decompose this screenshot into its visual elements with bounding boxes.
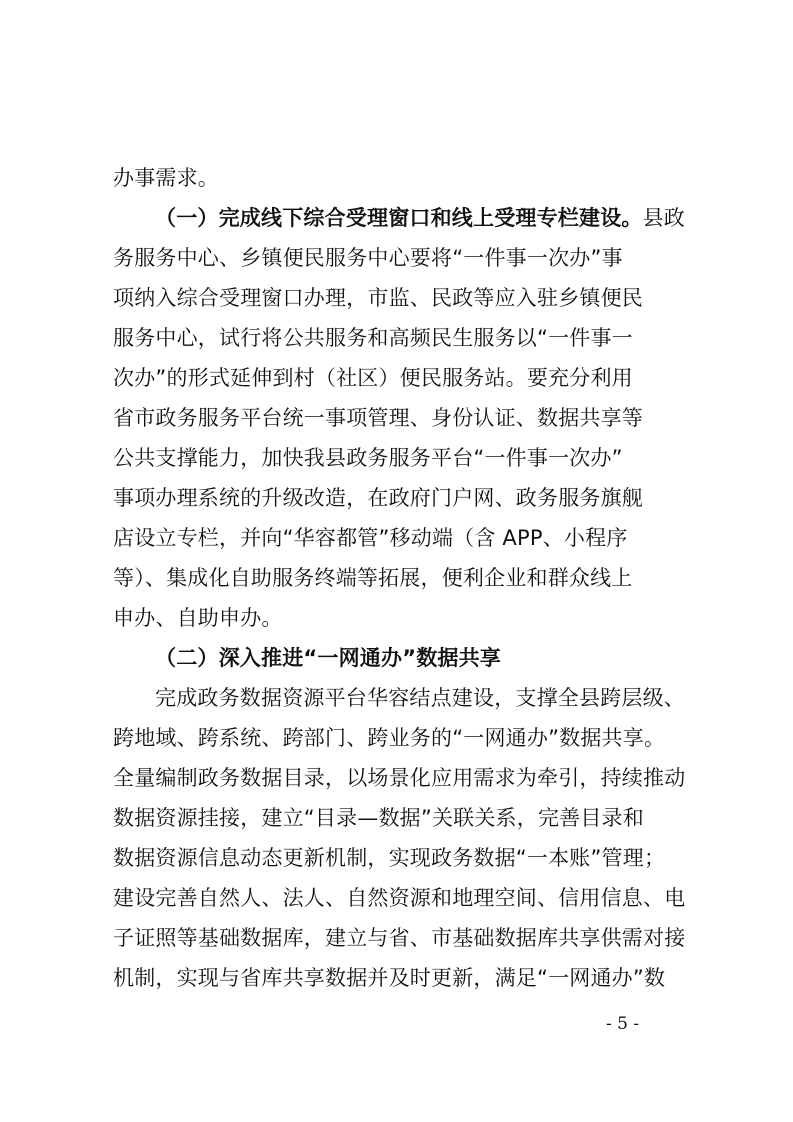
paragraph-line: 店设立专栏，并向“华容都管”移动端（含 APP、小程序 bbox=[113, 526, 628, 550]
paragraph-line: 子证照等基础数据库，建立与省、市基础数据库共享供需对接 bbox=[113, 926, 686, 950]
paragraph-line: 跨地域、跨系统、跨部门、跨业务的“一网通办”数据共享。 bbox=[113, 726, 666, 750]
page-number: - 5 - bbox=[606, 1014, 640, 1034]
paragraph-line: 省市政务服务平台统一事项管理、身份认证、数据共享等 bbox=[113, 406, 643, 430]
body-text bbox=[113, 158, 693, 998]
paragraph-line: 事项办理系统的升级改造，在政府门户网、政务服务旗舰 bbox=[113, 486, 643, 510]
paragraph-line: 完成政务数据资源平台华容结点建设，支撑全县跨层级、 bbox=[155, 686, 685, 710]
paragraph-line: 全量编制政务数据目录，以场景化应用需求为牵引，持续推动 bbox=[113, 766, 686, 790]
paragraph-line: 数据资源信息动态更新机制，实现政务数据“一本账”管理； bbox=[113, 846, 666, 870]
section-1-heading-line bbox=[113, 198, 693, 238]
paragraph-line: 服务中心，试行将公共服务和高频民生服务以“一件事一 bbox=[113, 326, 633, 350]
paragraph-line: 申办、自助申办。 bbox=[113, 606, 283, 630]
section-1-text-start: 县政 bbox=[642, 206, 686, 230]
paragraph-line: 建设完善自然人、法人、自然资源和地理空间、信用信息、电 bbox=[113, 886, 686, 910]
paragraph-line: 次办”的形式延伸到村（社区）便民服务站。要充分利用 bbox=[113, 366, 633, 390]
paragraph-line: 机制，实现与省库共享数据并及时更新，满足“一网通办”数 bbox=[113, 966, 666, 990]
section-1-heading: （一）完成线下综合受理窗口和线上受理专栏建设。 bbox=[155, 206, 643, 230]
paragraph-line: 项纳入综合受理窗口办理，市监、民政等应入驻乡镇便民 bbox=[113, 286, 643, 310]
paragraph-line: 办事需求。 bbox=[113, 166, 219, 190]
section-2-heading: （二）深入推进“一网通办”数据共享 bbox=[155, 646, 502, 670]
paragraph-line: 公共支撑能力，加快我县政务服务平台“一件事一次办” bbox=[113, 446, 623, 470]
paragraph-line: 数据资源挂接，建立“目录—数据”关联关系，完善目录和 bbox=[113, 806, 644, 830]
paragraph-line: 等）、集成化自助服务终端等拓展，便利企业和群众线上 bbox=[113, 566, 633, 590]
paragraph-line: 务服务中心、乡镇便民服务中心要将“一件事一次办”事 bbox=[113, 246, 623, 270]
